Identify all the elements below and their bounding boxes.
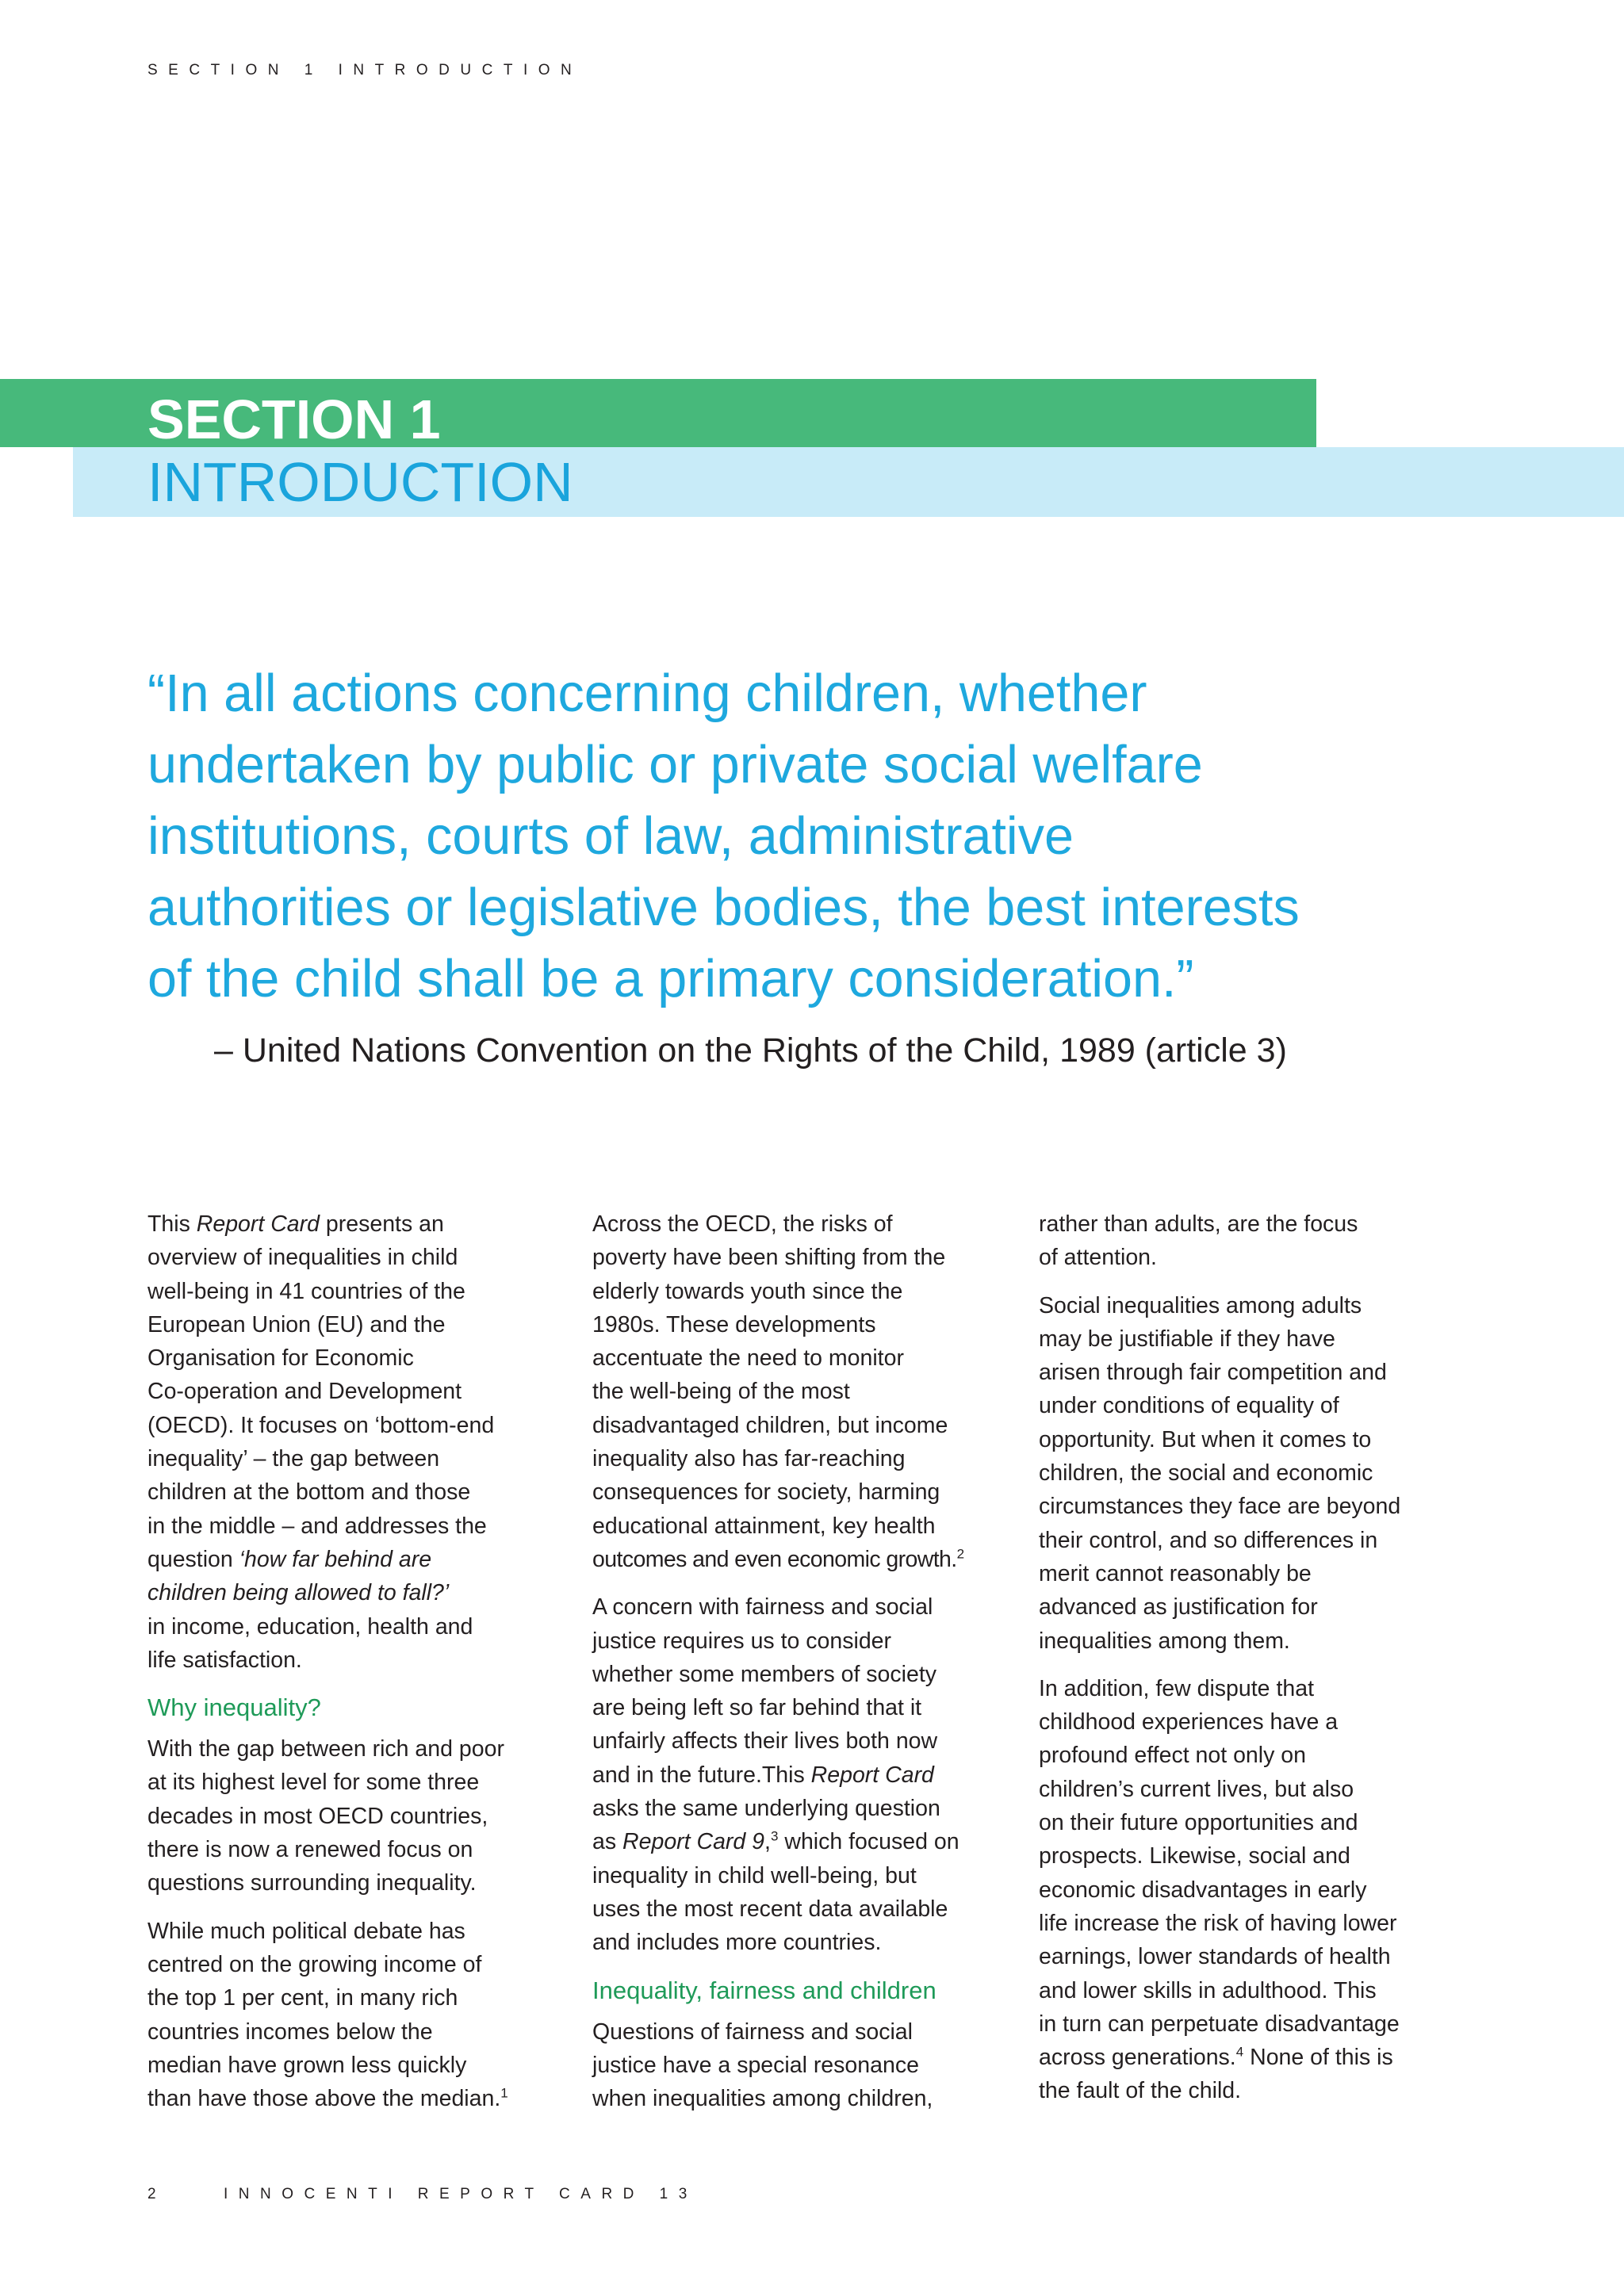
question-italic: children being allowed to fall?’ bbox=[147, 1580, 450, 1606]
text-line: decades in most OECD countries, bbox=[147, 1803, 488, 1829]
text-line: questions surrounding inequality. bbox=[147, 1870, 477, 1896]
text-line: Organisation for Economic bbox=[147, 1345, 414, 1372]
paragraph bbox=[147, 1915, 536, 2116]
text-line: children at the bottom and those bbox=[147, 1479, 471, 1506]
text-line: may be justifiable if they have bbox=[1039, 1326, 1335, 1352]
body-column-3 bbox=[1039, 1207, 1451, 2122]
text-line: opportunity. But when it comes to bbox=[1039, 1426, 1372, 1452]
subheading-inequality-fairness-children: Inequality, fairness and children bbox=[592, 1976, 936, 2004]
quote-attribution: – United Nations Convention on the Rights of the Child, 1989 (article 3) bbox=[214, 1031, 1287, 1070]
text-line: prospects. Likewise, social and bbox=[1039, 1843, 1350, 1869]
text-line: circumstances they face are beyond bbox=[1039, 1494, 1401, 1520]
paragraph bbox=[592, 1590, 981, 1959]
text-line: European Union (EU) and the bbox=[147, 1311, 446, 1337]
text-line: advanced as justification for bbox=[1039, 1594, 1318, 1621]
text-line: overview of inequalities in child bbox=[147, 1245, 458, 1271]
text-line: merit cannot reasonably be bbox=[1039, 1560, 1312, 1586]
text-line: Across the OECD, the risks of bbox=[592, 1211, 893, 1237]
text-line: inequality’ – the gap between bbox=[147, 1446, 440, 1472]
text-line: of attention. bbox=[1039, 1245, 1157, 1271]
text-line: With the gap between rich and poor bbox=[147, 1736, 504, 1762]
text-line: consequences for society, harming bbox=[592, 1479, 940, 1506]
text-line: in turn can perpetuate disadvantage bbox=[1039, 2011, 1400, 2037]
text-line: at its highest level for some three bbox=[147, 1770, 480, 1796]
report-card-italic: Report Card bbox=[196, 1211, 320, 1237]
text-run: outcomes and even economic growth. bbox=[592, 1546, 957, 1572]
section-title: INTRODUCTION bbox=[147, 451, 573, 513]
paragraph bbox=[1039, 1672, 1451, 2108]
page-footer bbox=[147, 2186, 698, 2203]
text-run: question bbox=[147, 1546, 239, 1572]
text-line: are being left so far behind that it bbox=[592, 1695, 922, 1721]
body-column-1 bbox=[147, 1207, 536, 2130]
pull-quote bbox=[147, 658, 1496, 1015]
text-run: across generations. bbox=[1039, 2045, 1236, 2071]
text-line: uses the most recent data available bbox=[592, 1896, 948, 1922]
text-line: In addition, few dispute that bbox=[1039, 1675, 1314, 1701]
text-line: justice requires us to consider bbox=[592, 1628, 892, 1654]
text-run: which focused on bbox=[778, 1829, 959, 1855]
text-line: there is now a renewed focus on bbox=[147, 1837, 473, 1863]
text-line: centred on the growing income of bbox=[147, 1951, 482, 1977]
text-run: None of this is bbox=[1243, 2045, 1393, 2071]
question-italic: ‘how far behind are bbox=[239, 1546, 432, 1572]
text-line: Questions of fairness and social bbox=[592, 2019, 913, 2045]
text-line: A concern with fairness and social bbox=[592, 1594, 933, 1621]
paragraph bbox=[1039, 1207, 1451, 1275]
text-line: While much political debate has bbox=[147, 1918, 465, 1944]
paragraph bbox=[1039, 1289, 1451, 1658]
text-line: (OECD). It focuses on ‘bottom-end bbox=[147, 1412, 495, 1438]
section-label: SECTION 1 bbox=[147, 388, 441, 450]
text-line: median have grown less quickly bbox=[147, 2052, 467, 2078]
report-card-italic: Report Card bbox=[810, 1762, 934, 1788]
text-line: life satisfaction. bbox=[147, 1647, 302, 1673]
text-line: justice have a special resonance bbox=[592, 2052, 919, 2078]
text-line: on their future opportunities and bbox=[1039, 1810, 1358, 1836]
text-line: arisen through fair competition and bbox=[1039, 1360, 1387, 1386]
text-line: under conditions of equality of bbox=[1039, 1393, 1339, 1419]
text-line: children, the social and economic bbox=[1039, 1460, 1373, 1487]
text-line: the top 1 per cent, in many rich bbox=[147, 1985, 458, 2011]
text-line: economic disadvantages in early bbox=[1039, 1877, 1367, 1903]
text-line: profound effect not only on bbox=[1039, 1743, 1306, 1769]
text-line: the fault of the child. bbox=[1039, 2078, 1242, 2104]
text-line: countries incomes below the bbox=[147, 2019, 433, 2045]
text-run: than have those above the median. bbox=[147, 2086, 501, 2112]
running-head: SECTION 1 INTRODUCTION bbox=[147, 62, 583, 78]
paragraph bbox=[592, 1207, 981, 1576]
paragraph bbox=[592, 2015, 981, 2116]
text-line: Co-operation and Development bbox=[147, 1379, 462, 1405]
publication-title: INNOCENTI REPORT CARD 13 bbox=[224, 2186, 698, 2202]
paragraph bbox=[147, 1732, 536, 1900]
text-line: their control, and so differences in bbox=[1039, 1527, 1378, 1553]
paragraph bbox=[147, 1207, 536, 1677]
text-line: 1980s. These developments bbox=[592, 1311, 876, 1337]
text-line: inequalities among them. bbox=[1039, 1628, 1290, 1654]
text-line: whether some members of society bbox=[592, 1661, 936, 1687]
quote-line: “In all actions concerning children, whether bbox=[147, 664, 1147, 723]
quote-line: authorities or legislative bodies, the best interests bbox=[147, 878, 1300, 937]
quote-line: undertaken by public or private social welfare bbox=[147, 736, 1203, 794]
report-card-9-italic: Report Card 9 bbox=[622, 1829, 765, 1855]
footnote-ref: 1 bbox=[500, 2085, 508, 2101]
footnote-ref: 2 bbox=[956, 1546, 964, 1562]
subheading-why-inequality: Why inequality? bbox=[147, 1693, 321, 1722]
text-run: , bbox=[764, 1829, 771, 1855]
text-line: Social inequalities among adults bbox=[1039, 1292, 1362, 1318]
text-run: This bbox=[147, 1211, 197, 1237]
text-line: in income, education, health and bbox=[147, 1613, 473, 1640]
text-line: children’s current lives, but also bbox=[1039, 1776, 1354, 1802]
text-line: rather than adults, are the focus bbox=[1039, 1211, 1358, 1237]
text-line: the well-being of the most bbox=[592, 1379, 850, 1405]
text-line: and lower skills in adulthood. This bbox=[1039, 1977, 1377, 2003]
text-line: in the middle – and addresses the bbox=[147, 1513, 487, 1539]
text-line: inequality also has far-reaching bbox=[592, 1446, 906, 1472]
text-line: poverty have been shifting from the bbox=[592, 1245, 946, 1271]
footnote-ref: 4 bbox=[1235, 2044, 1244, 2060]
quote-line: institutions, courts of law, administrative bbox=[147, 807, 1074, 866]
text-line: accentuate the need to monitor bbox=[592, 1345, 904, 1372]
text-line: unfairly affects their lives both now bbox=[592, 1728, 938, 1755]
text-line: educational attainment, key health bbox=[592, 1513, 936, 1539]
footnote-ref: 3 bbox=[770, 1828, 779, 1844]
text-line: inequality in child well-being, but bbox=[592, 1862, 917, 1888]
quote-line: of the child shall be a primary consideration.” bbox=[147, 950, 1194, 1008]
page-number: 2 bbox=[147, 2186, 156, 2202]
text-run: presents an bbox=[320, 1211, 444, 1237]
text-line: and includes more countries. bbox=[592, 1930, 882, 1956]
text-line: well-being in 41 countries of the bbox=[147, 1278, 465, 1304]
text-line: life increase the risk of having lower bbox=[1039, 1910, 1397, 1936]
text-line: when inequalities among children, bbox=[592, 2086, 933, 2112]
text-run: and in the future.This bbox=[592, 1762, 811, 1788]
text-run: as bbox=[592, 1829, 623, 1855]
text-line: elderly towards youth since the bbox=[592, 1278, 903, 1304]
text-line: disadvantaged children, but income bbox=[592, 1412, 948, 1438]
text-line: earnings, lower standards of health bbox=[1039, 1944, 1391, 1970]
text-line: childhood experiences have a bbox=[1039, 1709, 1339, 1735]
text-line: asks the same underlying question bbox=[592, 1796, 940, 1822]
body-column-2 bbox=[592, 1207, 981, 2130]
